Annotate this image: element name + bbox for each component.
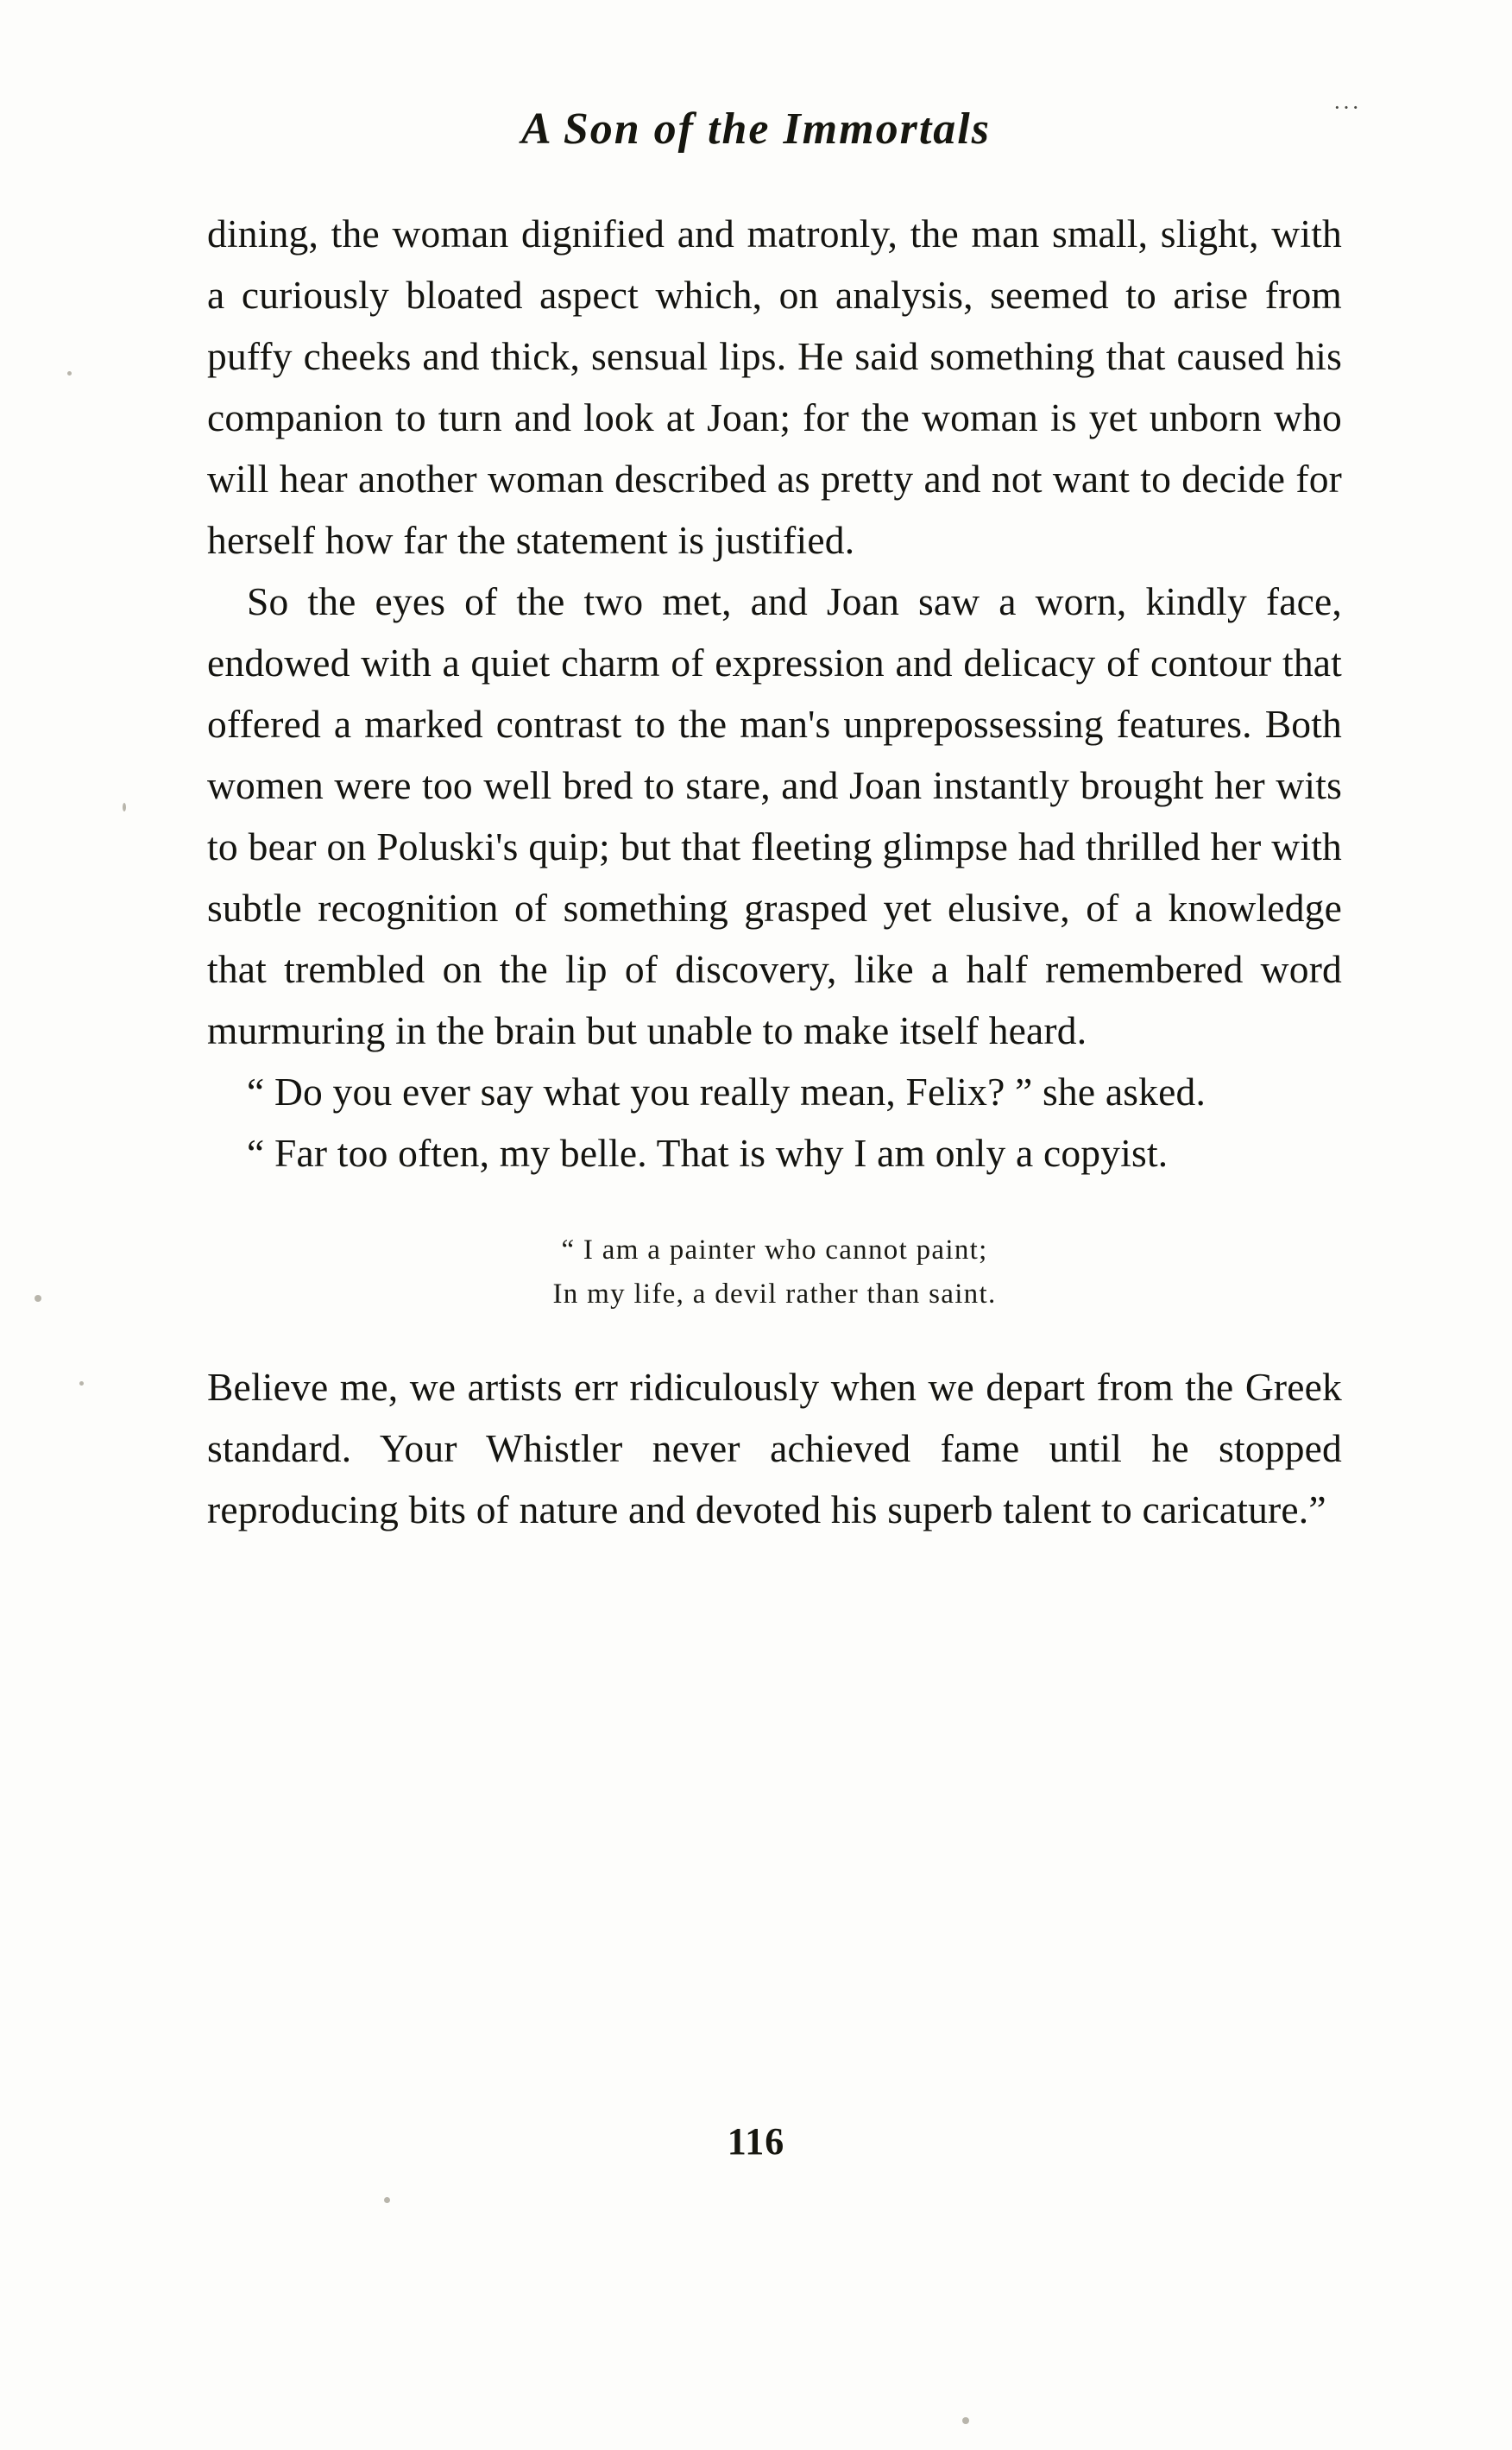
scan-speck xyxy=(384,2197,390,2203)
scan-speck xyxy=(962,2417,969,2424)
page-number: 116 xyxy=(727,2120,785,2163)
scan-speck xyxy=(67,371,72,376)
scan-speck xyxy=(79,1381,84,1386)
paragraph: “ Do you ever say what you really mean, Felix? ” she asked. xyxy=(247,1070,1206,1114)
page-corner-mark: ··· xyxy=(1333,95,1361,120)
paragraph: So the eyes of the two met, and Joan saw a worn, kindly face, endowed with a quiet charm of expression and delicacy of contour that offered a marked contrast to the man's unprepossessing features. Both women were too well bred to stare, and Joan instantly brought her wits to bear on Poluski's quip; but that fleeting glimpse had thrilled her with subtle recognition of something grasped yet elusive, of a knowledge that trembled on the lip of discovery, like a half remembered word murmuring in the brain but unable to make itself heard. xyxy=(207,579,1342,1052)
verse-quotation xyxy=(207,1228,1342,1317)
scan-speck xyxy=(123,803,126,811)
verse-line: “ I am a painter who cannot paint; xyxy=(561,1234,988,1266)
paragraph: “ Far too often, my belle. That is why I am only a copyist. xyxy=(247,1131,1169,1175)
scan-speck xyxy=(35,1295,41,1302)
running-head-title: A Son of the Immortals xyxy=(521,104,991,154)
text-block xyxy=(207,203,1342,1540)
paragraph: dining, the woman dignified and matronly, the man small, slight, with a curiously bloated aspect which, on analysis, seemed to arise from puffy cheeks and thick, sensual lips. He said something that caused his companion to turn and look at Joan; for the woman is yet unborn who will hear another woman described as pretty and not want to decide for herself how far the statement is justified. xyxy=(207,212,1342,562)
verse-line: In my life, a devil rather than saint. xyxy=(552,1279,997,1310)
paragraph: Believe me, we artists err ridiculously when we depart from the Greek standard. Your Whistler never achieved fame until he stopped reproducing bits of nature and devoted his superb talent to caricature.” xyxy=(207,1365,1342,1531)
